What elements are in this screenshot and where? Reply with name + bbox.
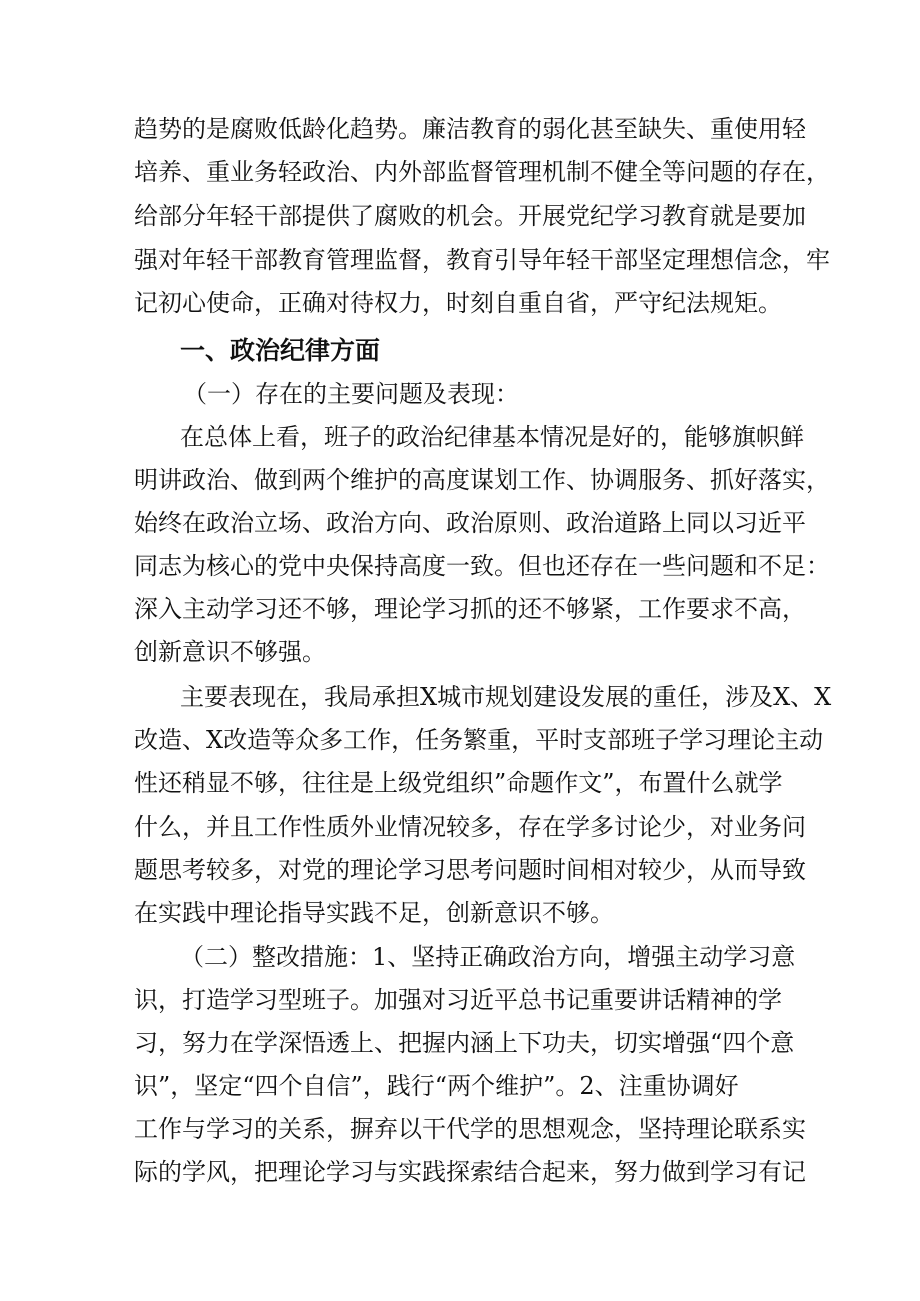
body-text-line: 给部分年轻干部提供了腐败的机会。开展党纪学习教育就是要加 bbox=[134, 202, 806, 230]
subsection-heading: （一）存在的主要问题及表现： bbox=[183, 380, 519, 408]
body-text-line: 明讲政治、做到两个维护的高度谋划工作、协调服务、抓好落实， bbox=[134, 466, 830, 494]
body-text-line: 识，打造学习型班子。加强对习近平总书记重要讲话精神的学 bbox=[134, 986, 782, 1014]
body-text-line: 题思考较多，对党的理论学习思考问题时间相对较少，从而导致 bbox=[134, 856, 806, 884]
body-text-line: 记初心使命，正确对待权力，时刻自重自省，严守纪法规矩。 bbox=[134, 289, 782, 317]
section-heading: 一、政治纪律方面 bbox=[180, 336, 381, 365]
body-text-line: 在实践中理论指导实践不足，创新意识不够。 bbox=[134, 899, 614, 927]
body-text-line: 性还稍显不够，往往是上级党组织”命题作文”，布置什么就学 bbox=[134, 769, 783, 797]
body-text-line: 创新意识不够强。 bbox=[134, 638, 326, 666]
body-text-line: 在总体上看，班子的政治纪律基本情况是好的，能够旗帜鲜 bbox=[180, 423, 804, 451]
body-text-line: 强对年轻干部教育管理监督，教育引导年轻干部坚定理想信念，牢 bbox=[134, 246, 830, 274]
body-text-line: 同志为核心的党中央保持高度一致。但也还存在一些问题和不足： bbox=[134, 552, 830, 580]
body-text-line: 识”，坚定“四个自信”，践行“两个维护”。2、注重协调好 bbox=[134, 1072, 739, 1100]
body-text-line: 始终在政治立场、政治方向、政治原则、政治道路上同以习近平 bbox=[134, 509, 806, 537]
body-text-line: 工作与学习的关系，摒弃以干代学的思想观念，坚持理论联系实 bbox=[134, 1115, 806, 1143]
body-text-line: （二）整改措施：1、坚持正确政治方向，增强主动学习意 bbox=[180, 943, 796, 971]
body-text-line: 深入主动学习还不够，理论学习抓的还不够紧，工作要求不高， bbox=[134, 595, 806, 623]
body-text-line: 改造、X改造等众多工作，任务繁重，平时支部班子学习理论主动 bbox=[134, 726, 824, 754]
body-text-line: 际的学风，把理论学习与实践探索结合起来，努力做到学习有记 bbox=[134, 1158, 806, 1186]
body-text-line: 培养、重业务轻政治、内外部监督管理机制不健全等问题的存在， bbox=[134, 158, 830, 186]
body-text-line: 习，努力在学深悟透上、把握内涵上下功夫，切实增强“四个意 bbox=[134, 1029, 795, 1057]
body-text-line: 主要表现在，我局承担X城市规划建设发展的重任，涉及X、X bbox=[180, 683, 832, 711]
body-text-line: 什么，并且工作性质外业情况较多，存在学多讨论少，对业务问 bbox=[134, 813, 806, 841]
body-text-line: 趋势的是腐败低龄化趋势。廉洁教育的弱化甚至缺失、重使用轻 bbox=[134, 115, 806, 143]
